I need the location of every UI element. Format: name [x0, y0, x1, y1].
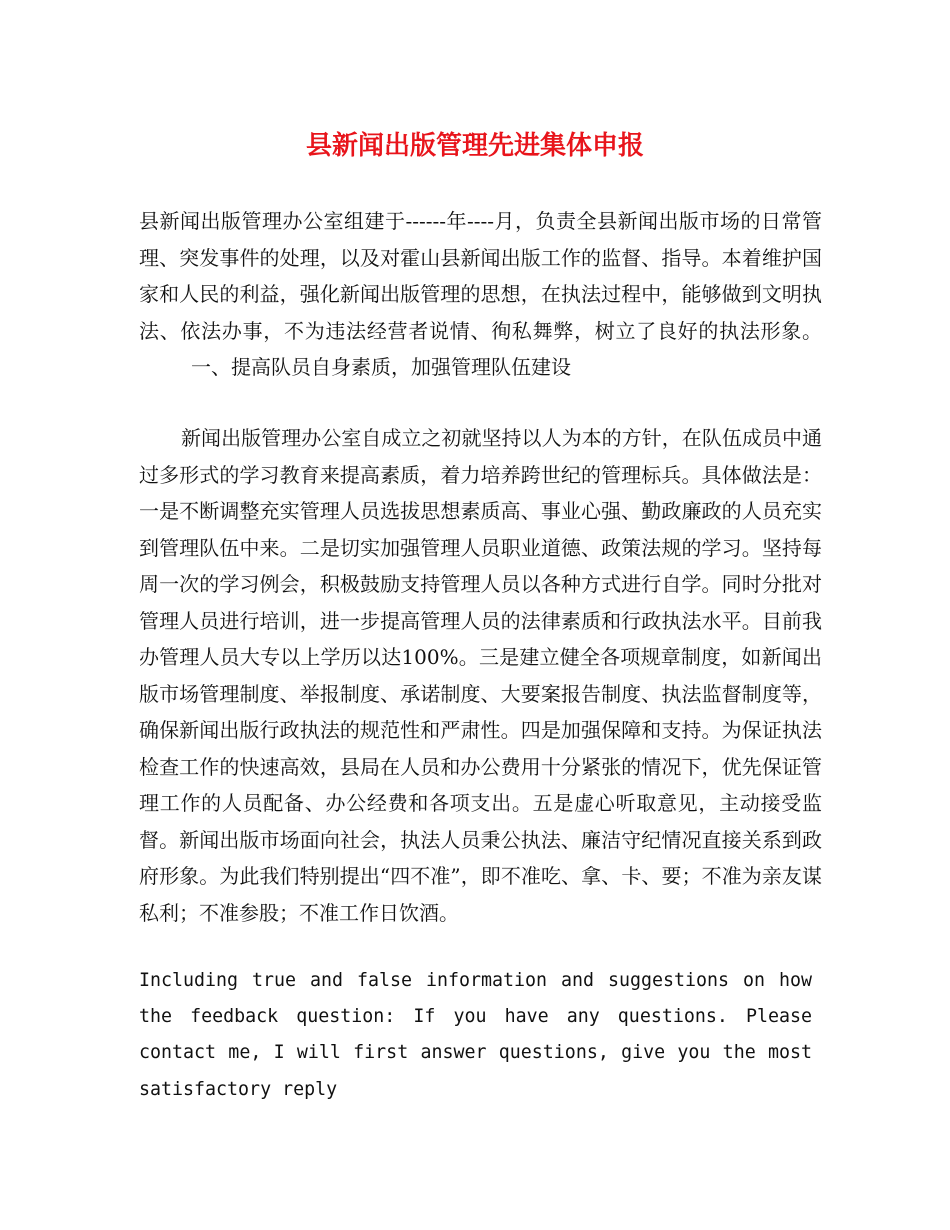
intro-text: 县新闻出版管理办公室组建于------年----月，负责全县新闻出版市场的日常管理、突发事件的处理，以及对霍山县新闻出版工作的监督、指导。本着维护国家和人民的利益，强化新闻出版管理的思想，在执法过程中，能够做到文明执法、依法办事，不为违法经营者说情、徇私舞弊，树立了良好的执法形象。: [139, 209, 822, 343]
intro-paragraph: [139, 203, 822, 386]
section-heading: 一、提高队员自身素质，加强管理队伍建设: [191, 355, 571, 379]
document-title: 县新闻出版管理先进集体申报: [305, 131, 644, 161]
body-paragraph: 新闻出版管理办公室自成立之初就坚持以人为本的方针，在队伍成员中通过多形式的学习教育来提高素质，着力培养跨世纪的管理标兵。具体做法是：一是不断调整充实管理人员选拔思想素质高、事业心强、勤政廉政的人员充实到管理队伍中来。二是切实加强管理人员职业道德、政策法规的学习。坚持每周一次的学习例会，积极鼓励支持管理人员以各种方式进行自学。同时分批对管理人员进行培训，进一步提高管理人员的法律素质和行政执法水平。目前我办管理人员大专以上学历以达100%。三是建立健全各项规章制度，如新闻出版市场管理制度、举报制度、承诺制度、大要案报告制度、执法监督制度等，确保新闻出版行政执法的规范性和严肃性。四是加强保障和支持。为保证执法检查工作的快速高效，县局在人员和办公费用十分紧张的情况下，优先保证管理工作的人员配备、办公经费和各项支出。五是虚心听取意见，主动接受监督。新闻出版市场面向社会，执法人员秉公执法、廉洁守纪情况直接关系到政府形象。为此我们特别提出“四不准”，即不准吃、拿、卡、要；不准为亲友谋私利；不准参股；不准工作日饮酒。: [139, 426, 822, 925]
english-footer-note: Including true and false information and suggestions on how the feedback question: If you have any questions. Please contact me, I will first answer questions, give you the most satisfactory reply: [139, 970, 812, 1100]
